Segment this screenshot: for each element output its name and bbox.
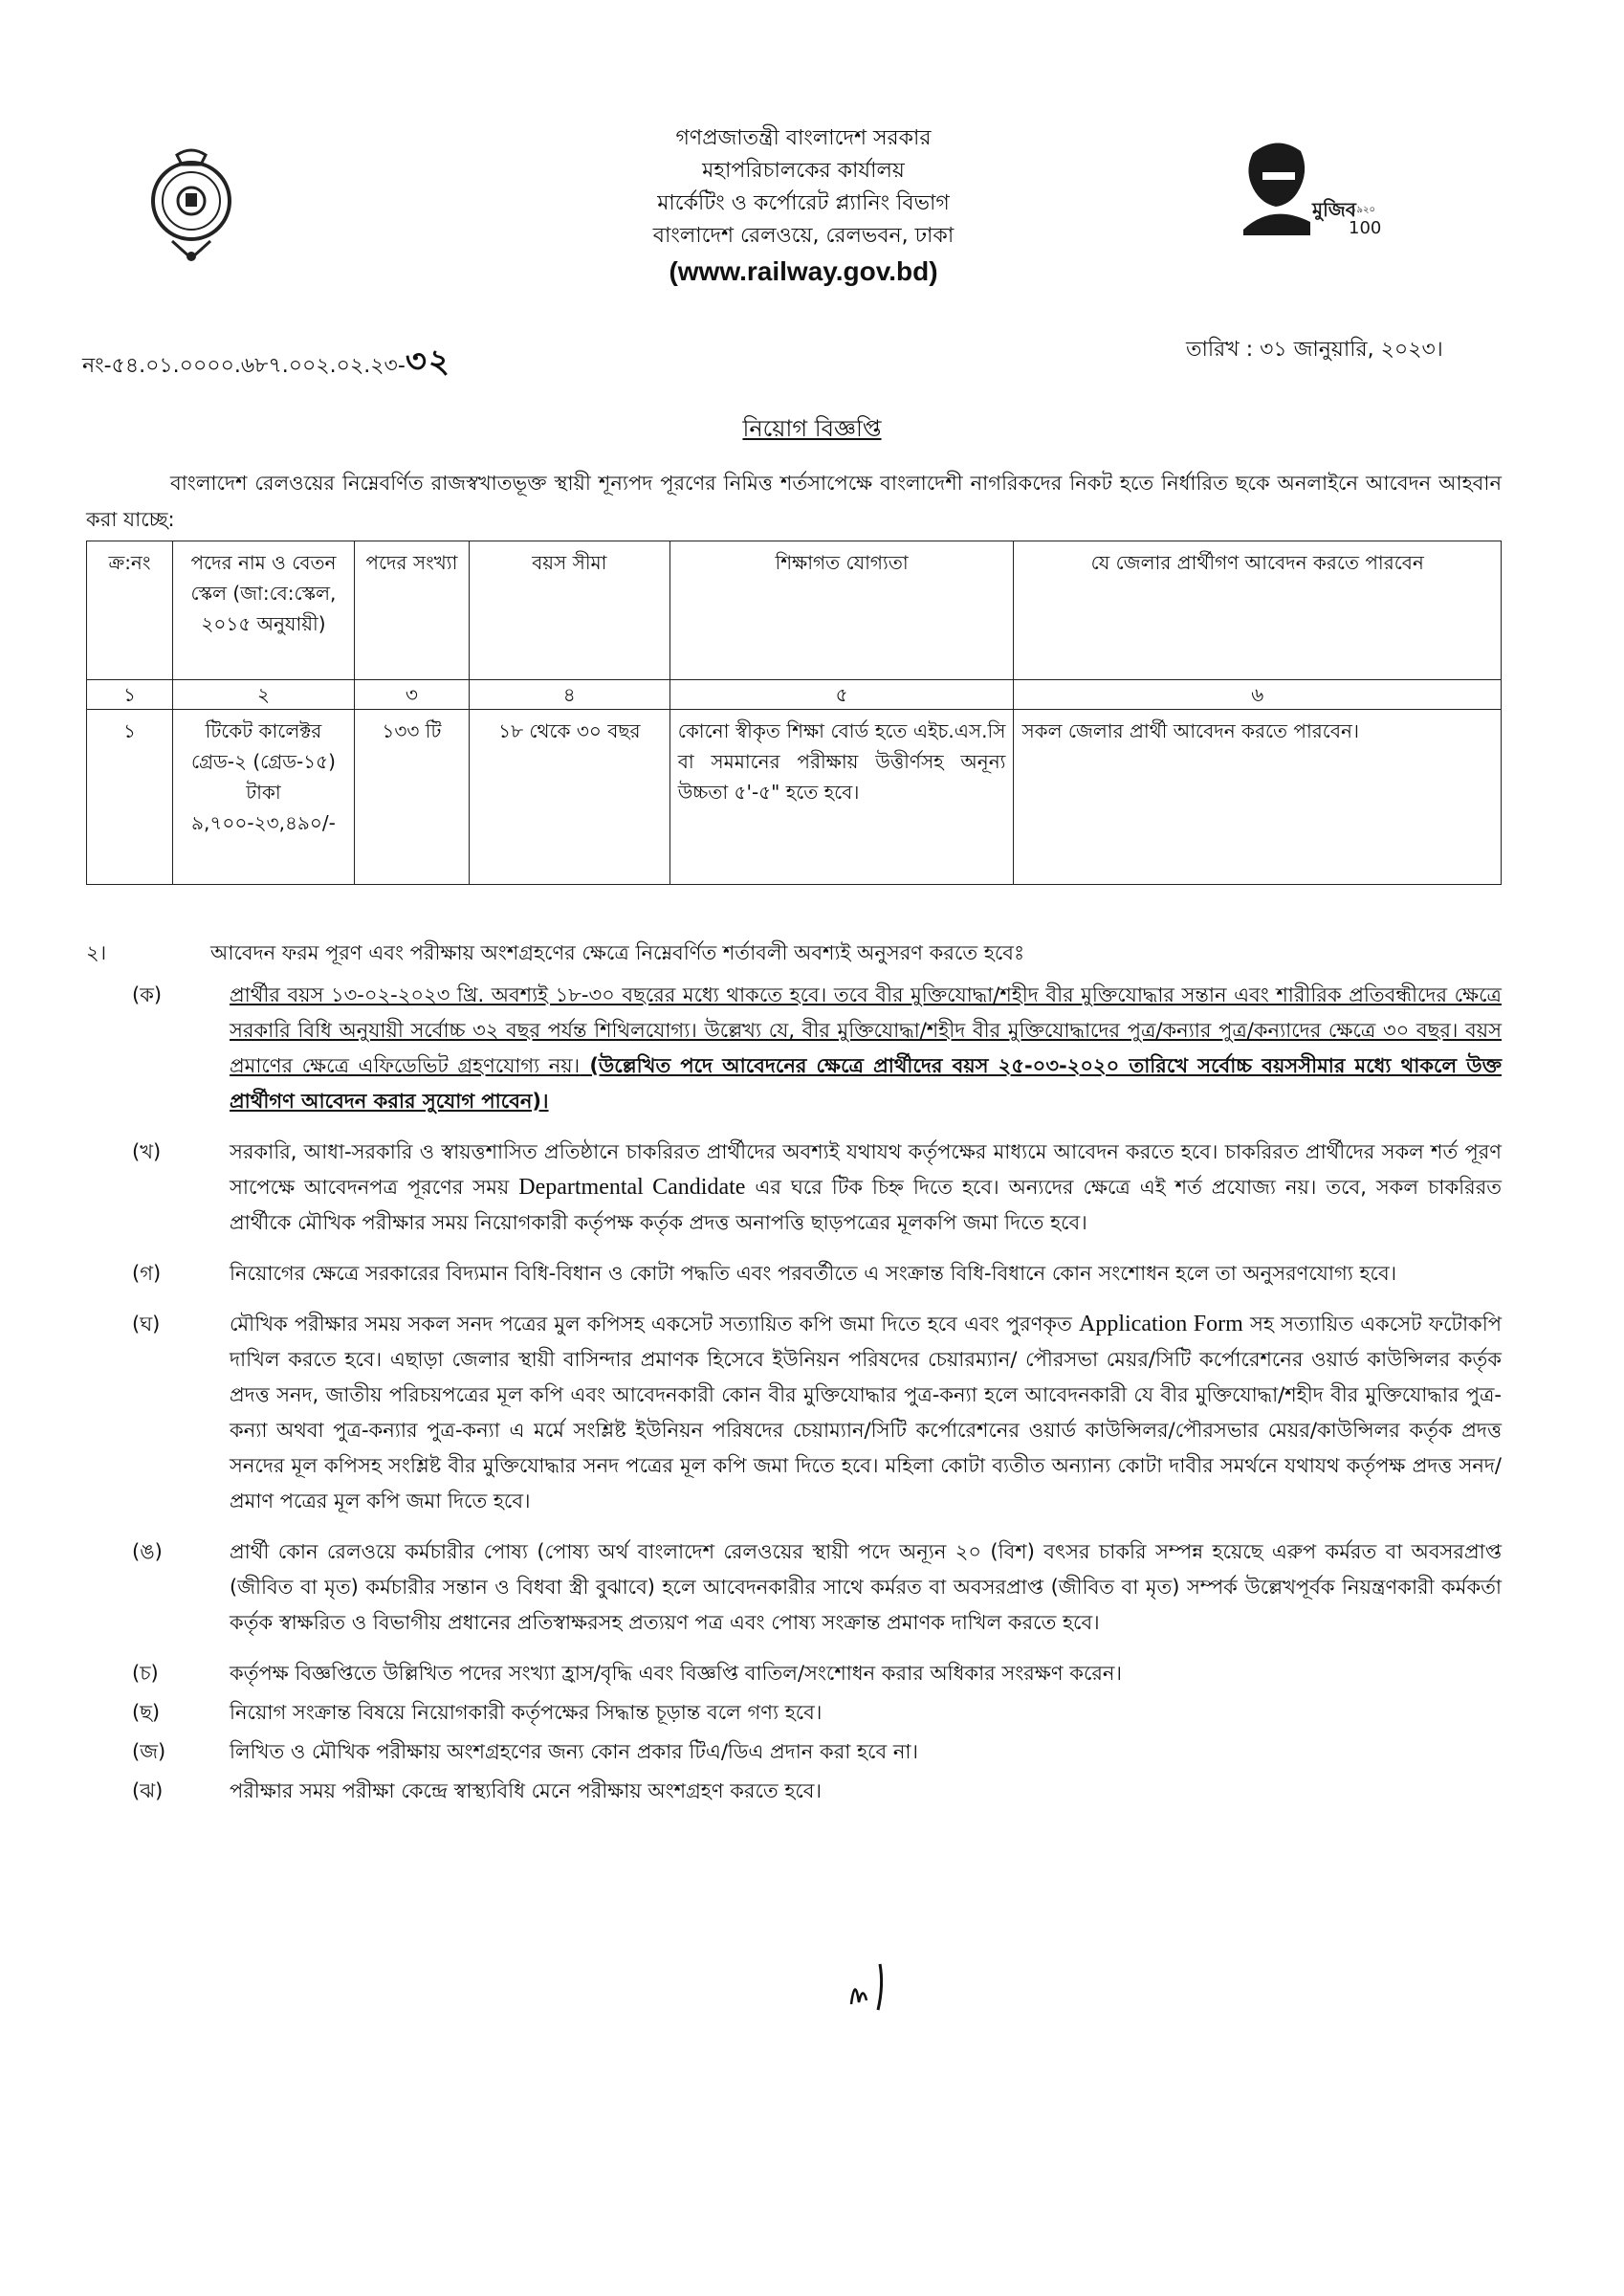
intro-paragraph: বাংলাদেশ রেলওয়ের নিম্নেবর্ণিত রাজস্বখাতভূক্ত স্থায়ী শূন্যপদ পূরণের নিমিত্ত শর্তসাপেক্ষে বাংলাদেশী নাগরিকদের নিকট হতে নির্ধারিত ছকে অনলাইনে আবেদন আহবান করা যাচ্ছে: xyxy=(86,472,1502,531)
row-post-name: টিকেট কালেক্টর গ্রেড-২ (গ্রেড-১৫) টাকা ৯,৭০০-২৩,৪৯০/- xyxy=(172,710,354,885)
column-number: ৪ xyxy=(469,680,669,710)
condition-ja xyxy=(86,1734,1502,1770)
notice-title: নিয়োগ বিজ্ঞপ্তি xyxy=(742,415,882,442)
application-form-term: Application Form xyxy=(1079,1312,1243,1336)
issue-date: তারিখ : ৩১ জানুয়ারি, ২০২৩। xyxy=(1186,338,1443,362)
condition-ja-text: লিখিত ও মৌখিক পরীক্ষায় অংশগ্রহণের জন্য কোন প্রকার টিএ/ডিএ প্রদান করা হবে না। xyxy=(230,1740,918,1763)
row-post-count: ১৩৩ টি xyxy=(354,710,469,885)
condition-mark: (গ) xyxy=(132,1262,162,1285)
condition-ka-text: প্রার্থীর বয়স ১৩-০২-২০২৩ খ্রি. অবশ্যই ১৮-৩০ বছরের মধ্যে থাকতে হবে। তবে বীর মুক্তিযোদ্ধা/শহীদ বীর মুক্তিযোদ্ধার সন্তান এবং শারীরিক প্রতিবন্ধীদের ক্ষেত্রে সরকারি বিধি অনুযায়ী সর্বোচ্চ ৩২ বছর পর্যন্ত শিথিলযোগ্য। উল্লেখ্য যে, বীর মুক্তিযোদ্ধা/শহীদ বীর মুক্তিযোদ্ধাদের পুত্র/কন্যার পুত্র/কন্যাদের ক্ষেত্রে ৩০ বছর। বয়স প্রমাণের ক্ষেত্রে এফিডেভিট গ্রহণযোগ্য নয়। xyxy=(230,983,1502,1077)
header-districts: যে জেলার প্রার্থীগণ আবেদন করতে পারবেন xyxy=(1014,541,1502,680)
condition-kha-text-cont: এর ঘরে টিক চিহ্ন দিতে হবে। অন্যদের ক্ষেত্রে এই শর্ত প্রযোজ্য নয়। তবে, সকল চাকরিরত প্রার্থীকে মৌখিক পরীক্ষার সময় নিয়োগকারী কর্তৃপক্ষ কর্তৃক প্রদত্ত অনাপত্তি ছাড়পত্রের মূলকপি জমা দিতে হবে। xyxy=(230,1176,1502,1234)
condition-cha-text: কর্তৃপক্ষ বিজ্ঞপ্তিতে উল্লিখিত পদের সংখ্যা হ্রাস/বৃদ্ধি এবং বিজ্ঞপ্তি বাতিল/সংশোধন করার অধিকার সংরক্ষণ করেন। xyxy=(230,1662,1122,1685)
svg-text:মুজিব: মুজিব xyxy=(1312,198,1356,221)
condition-uma xyxy=(86,1534,1502,1641)
header-post-count: পদের সংখ্যা xyxy=(354,541,469,680)
condition-mark: (ঝ) xyxy=(132,1779,164,1802)
column-number: ৫ xyxy=(669,680,1014,710)
condition-chha-text: নিয়োগ সংক্রান্ত বিষয়ে নিয়োগকারী কর্তৃপক্ষের সিদ্ধান্ত চূড়ান্ত বলে গণ্য হবে। xyxy=(230,1701,823,1724)
condition-cha xyxy=(86,1656,1502,1691)
condition-jha xyxy=(86,1774,1502,1809)
condition-kha xyxy=(86,1135,1502,1241)
row-age-limit: ১৮ থেকে ৩০ বছর xyxy=(469,710,669,885)
condition-jha-text: পরীক্ষার সময় পরীক্ষা কেন্দ্রে স্বাস্থ্যবিধি মেনে পরীক্ষায় অংশগ্রহণ করতে হবে। xyxy=(230,1779,822,1802)
condition-mark: (ছ) xyxy=(132,1701,161,1724)
condition-ka xyxy=(86,978,1502,1119)
row-districts: সকল জেলার প্রার্থী আবেদন করতে পারবেন। xyxy=(1014,710,1502,885)
condition-ga xyxy=(86,1256,1502,1292)
row-qualification: কোনো স্বীকৃত শিক্ষা বোর্ড হতে এইচ.এস.সি বা সমমানের পরীক্ষায় উত্তীর্ণসহ অনূন্য উচ্চতা ৫'-৫" হতে হবে। xyxy=(669,710,1014,885)
column-number: ১ xyxy=(87,680,173,710)
column-number: ৬ xyxy=(1014,680,1502,710)
condition-uma-text: প্রার্থী কোন রেলওয়ে কর্মচারীর পোষ্য (পোষ্য অর্থ বাংলাদেশ রেলওয়ের স্থায়ী পদে অন্যূন ২০ (বিশ) বৎসর চাকরি সম্পন্ন হয়েছে এরুপ কর্মরত বা অবসরপ্রাপ্ত (জীবিত বা মৃত) কর্মচারীর সন্তান ও বিধবা স্ত্রী বুঝাবে) হলে আবেদনকারীর সাথে কর্মরত বা অবসরপ্রাপ্ত (জীবিত বা মৃত) সম্পর্ক উল্লেখপূর্বক নিয়ন্ত্রণকারী কর্মকর্তা কর্তৃক স্বাক্ষরিত ও বিভাগীয় প্রধানের প্রতিস্বাক্ষরসহ প্রত্যয়ণ পত্র এবং পোষ্য সংক্রান্ত প্রমাণক দাখিল করতে হবে। xyxy=(230,1540,1502,1634)
departmental-candidate-term: Departmental Candidate xyxy=(518,1175,746,1200)
memo-number xyxy=(82,337,451,391)
column-number: ২ xyxy=(172,680,354,710)
svg-text:১৯২০: ১৯২০ xyxy=(1350,205,1375,215)
condition-ka-bold: (উল্লেখিত পদে আবেদনের ক্ষেত্রে প্রার্থীদের বয়স ২৫-০৩-২০২০ তারিখে সর্বোচ্চ বয়সসীমার মধ্যে থাকলে উক্ত প্রার্থীগণ আবেদন করার সুযোগ পাবেন)। xyxy=(230,1054,1502,1113)
condition-mark: (জ) xyxy=(132,1740,166,1763)
row-serial: ১ xyxy=(87,710,173,885)
conditions-list xyxy=(86,978,1502,1813)
condition-chha xyxy=(86,1695,1502,1731)
conditions-number: ২। xyxy=(86,941,107,964)
column-number: ৩ xyxy=(354,680,469,710)
header-post-name: পদের নাম ও বেতন স্কেল (জা:বে:স্কেল, ২০১৫ অনুযায়ী) xyxy=(172,541,354,680)
signature-mark xyxy=(842,1956,918,2014)
condition-mark: (চ) xyxy=(132,1662,159,1685)
condition-gha-text: মৌখিক পরীক্ষার সময় সকল সনদ পত্রের মুল কপিসহ একসেট সত্যায়িত কপি জমা দিতে হবে এবং পুরণকৃত xyxy=(230,1313,1079,1336)
column-number-row xyxy=(87,680,1502,710)
vacancy-table xyxy=(86,541,1502,885)
header-serial: ক্র:নং xyxy=(87,541,173,680)
condition-ga-text: নিয়োগের ক্ষেত্রে সরকারের বিদ্যমান বিধি-বিধান ও কোটা পদ্ধতি এবং পরবর্তীতে এ সংক্রান্ত বিধি-বিধানে কোন সংশোধন হলে তা অনুসরণযোগ্য হবে। xyxy=(230,1262,1397,1285)
header-age-limit: বয়স সীমা xyxy=(469,541,669,680)
govt-name: গণপ্রজাতন্ত্রী বাংলাদেশ সরকার xyxy=(675,126,932,150)
table-row xyxy=(87,710,1502,885)
condition-mark: (খ) xyxy=(132,1140,162,1163)
website-link[interactable]: (www.railway.gov.bd) xyxy=(669,256,938,286)
department-name: মার্কেটিং ও কর্পোরেট প্ল্যানিং বিভাগ xyxy=(657,191,950,215)
conditions-intro: আবেদন ফরম পূরণ এবং পরীক্ষায় অংশগ্রহণের ক্ষেত্রে নিম্নেবর্ণিত শর্তাবলী অবশ্যই অনুসরণ করতে হবেঃ xyxy=(210,941,1025,964)
condition-mark: (ঘ) xyxy=(132,1313,161,1336)
condition-kha-text: সরকারি, আধা-সরকারি ও স্বায়ত্তশাসিত প্রতিষ্ঠানে চাকরিরত প্রার্থীদের অবশ্যই যথাযথ কর্তৃপক্ষের মাধ্যমে আবেদন করতে হবে। চাকরিরত প্রার্থীদের সকল শর্ত পূরণ সাপেক্ষে আবেদনপত্র পূরণের সময় xyxy=(230,1140,1502,1199)
mujib-borsho-logo-icon xyxy=(1234,134,1382,239)
railway-seal-icon xyxy=(143,144,239,268)
header-qualification: শিক্ষাগত যোগ্যতা xyxy=(669,541,1014,680)
condition-gha-text-cont: সহ সত্যায়িত একসেট ফটোকপি দাখিল করতে হবে। এছাড়া জেলার স্থায়ী বাসিন্দার প্রমাণক হিসেবে ইউনিয়ন পরিষদের চেয়ারম্যান/ পৌরসভা মেয়র/সিটি কর্পোরেশনের ওয়ার্ড কাউন্সিলর কর্তৃক প্রদত্ত সনদ, জাতীয় পরিচয়পত্রের মূল কপি এবং আবেদনকারী কোন বীর মুক্তিযোদ্ধার পুত্র-কন্যা হলে আবেদনকারী যে বীর মুক্তিযোদ্ধা/শহীদ বীর মুক্তিযোদ্ধার পুত্র-কন্যা অথবা পুত্র-কন্যার পুত্র-কন্যা এ মর্মে সংশ্লিষ্ট ইউনিয়ন পরিষদের চেয়াম্যান/সিটি কর্পোরেশনের ওয়ার্ড কাউন্সিলর/পৌরসভার মেয়র/কাউন্সিলর কর্তৃক প্রদত্ত সনদের মূল কপিসহ সংশ্লিষ্ট বীর মুক্তিযোদ্ধার সনদ পত্রের মূল কপি জমা দিতে হবে। মহিলা কোটা ব্যতীত অন্যান্য কোটা দাবীর সমর্থনে যথাযথ কর্তৃপক্ষ প্রদত্ত সনদ/প্রমাণ পত্রের মূল কপি জমা দিতে হবে। xyxy=(230,1313,1502,1512)
condition-mark: (ক) xyxy=(132,983,163,1006)
letterhead xyxy=(402,122,1205,291)
office-name: মহাপরিচালকের কার্যালয় xyxy=(702,159,905,183)
svg-text:100: 100 xyxy=(1349,218,1382,238)
organization-address: বাংলাদেশ রেলওয়ে, রেলভবন, ঢাকা xyxy=(652,224,955,248)
memo-number-handwritten: ৩২ xyxy=(405,342,452,381)
condition-gha xyxy=(86,1307,1502,1519)
table-header-row xyxy=(87,541,1502,680)
condition-mark: (ঙ) xyxy=(132,1540,163,1563)
memo-number-printed: নং-৫৪.০১.০০০০.৬৮৭.০০২.০২.২৩- xyxy=(82,354,406,378)
